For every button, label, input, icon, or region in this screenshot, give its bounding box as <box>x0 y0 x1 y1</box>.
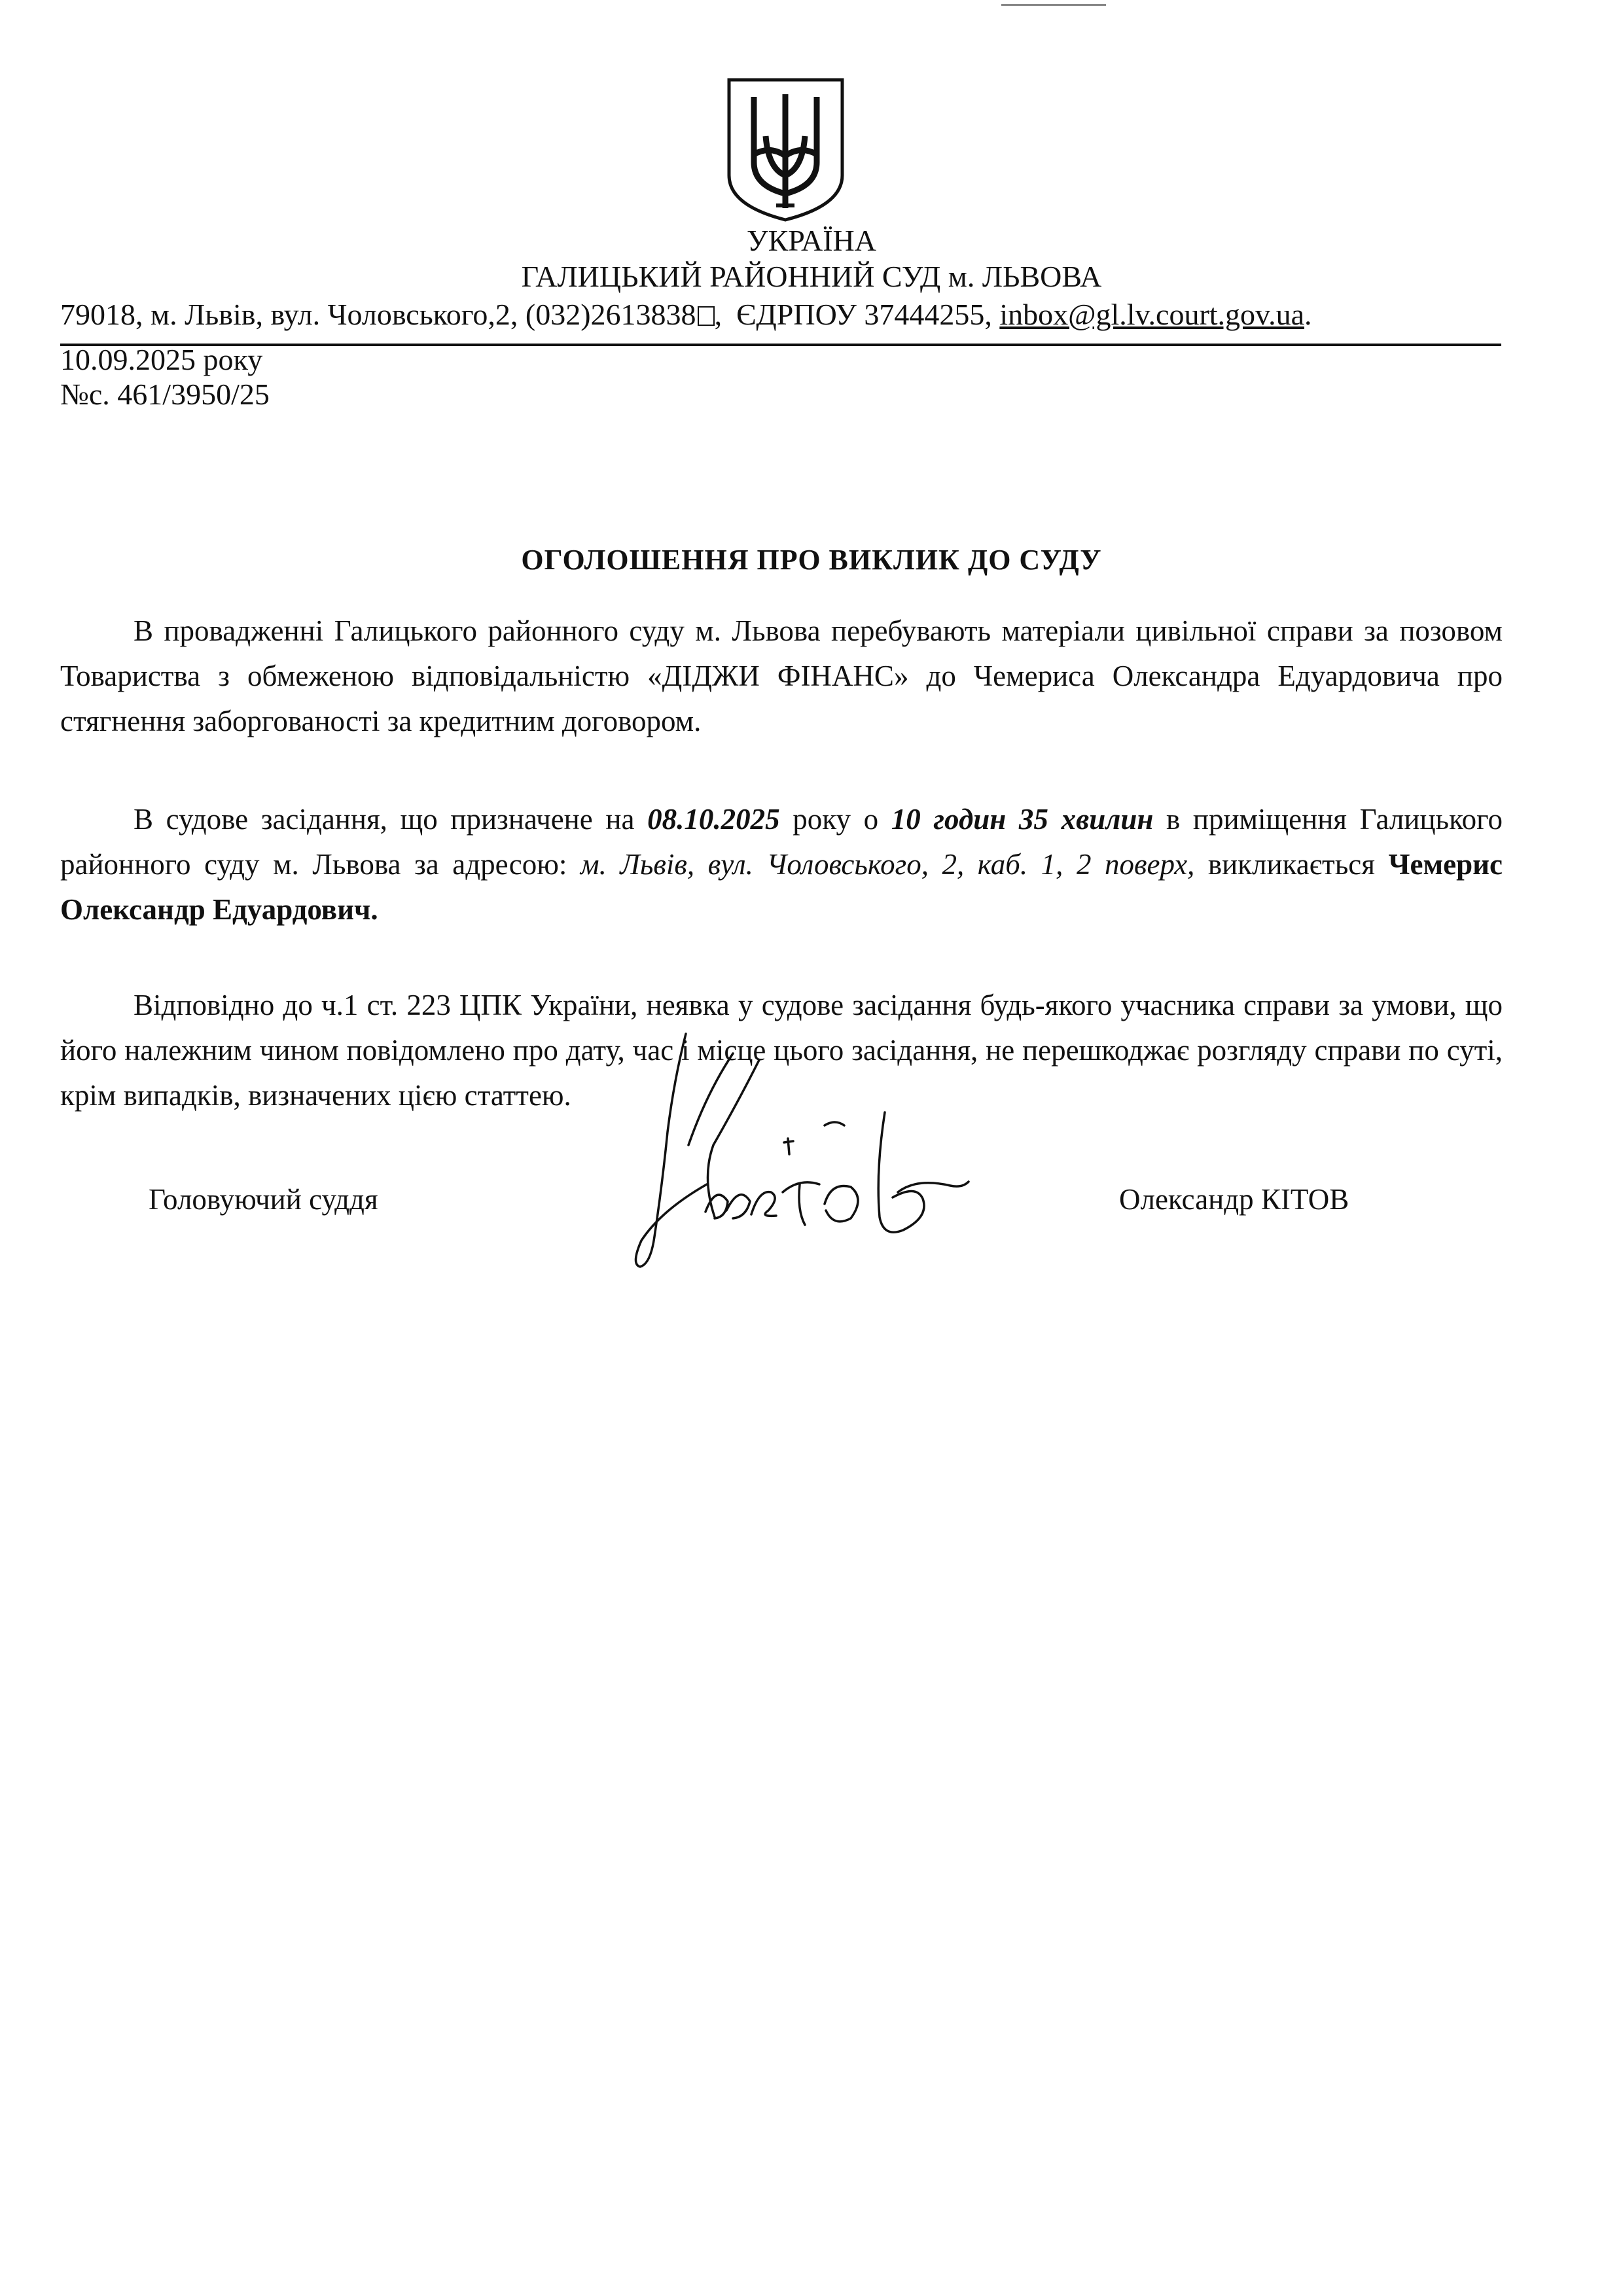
hearing-time: 10 годин 35 хвилин <box>891 803 1154 836</box>
header-divider <box>60 344 1501 346</box>
edrpou-code: ЄДРПОУ 37444255, <box>736 298 992 331</box>
telephone-icon <box>698 306 715 326</box>
court-address: 79018, м. Львів, вул. Чоловського,2, (032)2613838 <box>60 298 696 331</box>
paragraph-text: В провадженні Галицького районного суду м. Львова перебувають матеріали цивільної справи за позовом Товариства з обмеженою відповідальністю «ДІДЖИ ФІНАНС» до Чемериса Олександра Едуардовича про стягнення заборгованості за кредитним договором. <box>60 614 1503 737</box>
document-title: ОГОЛОШЕННЯ ПРО ВИКЛИК ДО СУДУ <box>521 544 1102 576</box>
hearing-date: 08.10.2025 <box>647 803 780 836</box>
country-name: УКРАЇНА <box>747 224 876 257</box>
hearing-address: м. Львів, вул. Чоловського, 2, каб. 1, 2 поверх, <box>580 848 1195 881</box>
hearing-text-c: в приміщення Галицького районного суду м. Львова за адресою: <box>60 803 1503 881</box>
document-date: 10.09.2025 року <box>60 343 263 376</box>
court-address-line: 79018, м. Львів, вул. Чоловського,2, (032)2613838 , ЄДРПОУ 37444255, inbox@gl.lv.court.gov.ua. <box>60 298 1312 331</box>
paragraph-text: Відповідно до ч.1 ст. 223 ЦПК України, неявка у судове засідання будь-якого учасника справи за умови, що його належним чином повідомлено про дату, час і місце цього засідання, не перешкоджає розгляду справи по суті, крім випадків, визначених цією статтею. <box>60 989 1503 1112</box>
hearing-text-a: В судове засідання, що призначене на <box>134 803 648 836</box>
hearing-text-d: викликається <box>1194 848 1389 881</box>
court-email-link[interactable]: inbox@gl.lv.court.gov.ua <box>999 298 1304 331</box>
hearing-text-b: року о <box>779 803 891 836</box>
scan-artifact <box>1001 4 1106 6</box>
judge-name: Олександр КІТОВ <box>1119 1183 1349 1216</box>
handwritten-signature <box>628 1021 995 1296</box>
trident-emblem-icon <box>725 77 846 222</box>
paragraph-case-description <box>60 609 1503 744</box>
court-name: ГАЛИЦЬКИЙ РАЙОННИЙ СУД м. ЛЬВОВА <box>521 260 1102 293</box>
judge-role: Головуючий суддя <box>149 1183 378 1216</box>
case-number: №с. 461/3950/25 <box>60 378 270 411</box>
summoned-person: Чемерис Олександр Едуардович. <box>60 848 1503 926</box>
paragraph-hearing-details <box>60 797 1503 932</box>
